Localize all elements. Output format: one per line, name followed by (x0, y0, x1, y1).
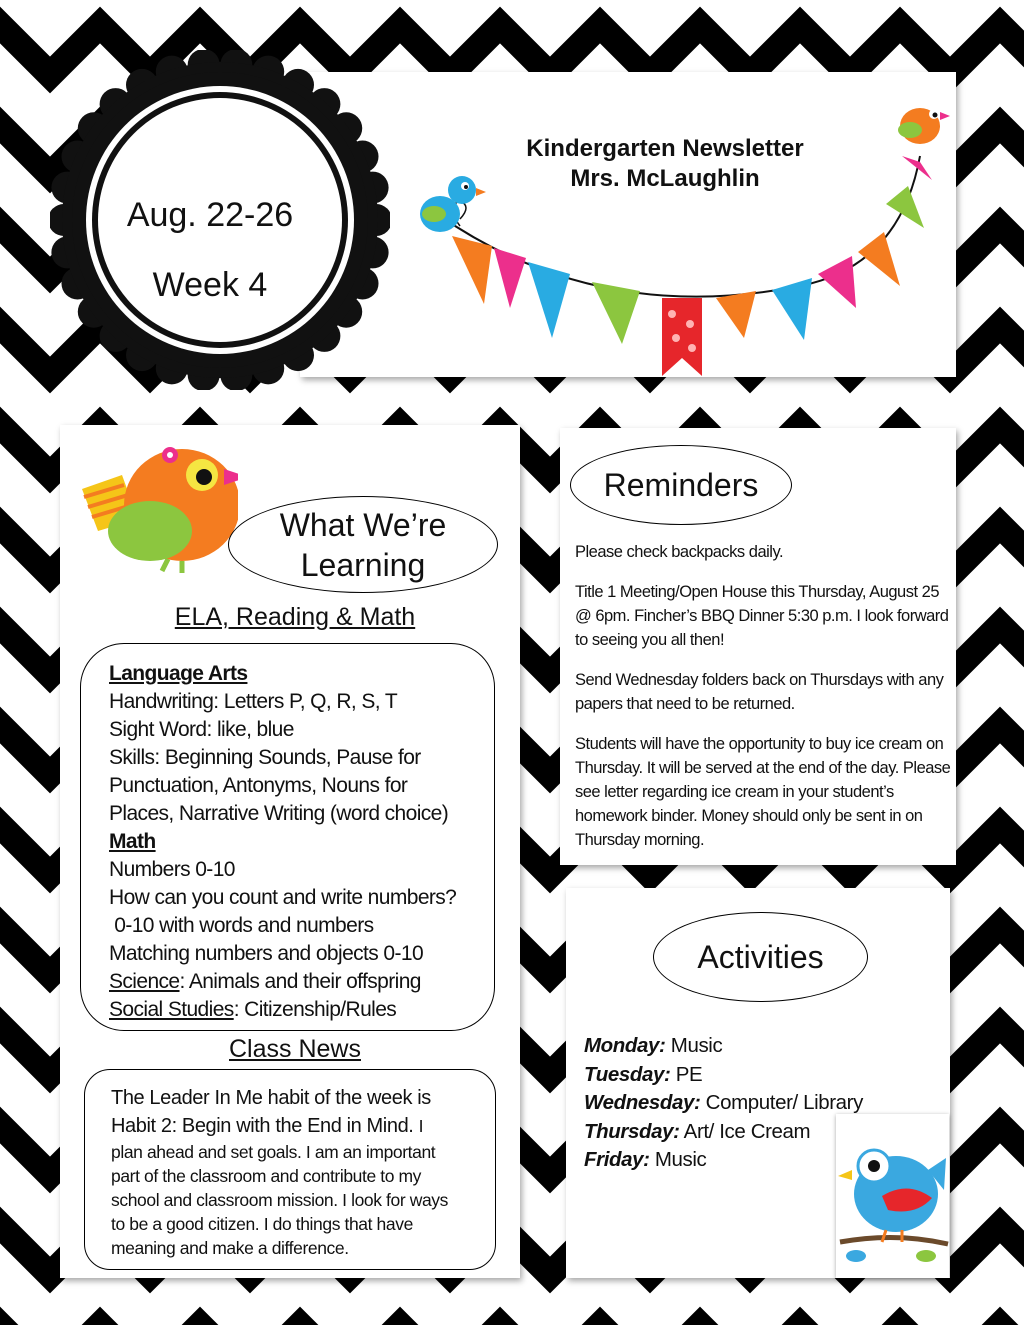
skills-line-3: Places, Narrative Writing (word choice) (109, 802, 449, 825)
science-line (109, 968, 494, 996)
skills-line-2: Punctuation, Antonyms, Nouns for (109, 774, 408, 797)
math-line-1: Numbers 0-10 (109, 858, 235, 881)
math-line-3: 0-10 with words and numbers (109, 914, 374, 937)
activity-day: Wednesday: (584, 1091, 701, 1114)
ela-heading: ELA, Reading & Math (174, 603, 416, 631)
activities-panel (566, 888, 950, 1278)
learning-title: What We’re Learning (279, 506, 447, 583)
science-text: : Animals and their offspring (179, 970, 421, 993)
learning-box (80, 643, 495, 1031)
reminder-item: Students will have the opportunity to buy ice cream on Thursday. It will be served at the end of the day. Please see letter regarding ice cream in your student’s homework binder. Money should only be sent in on Thursday morning. (575, 735, 951, 849)
math-line-2: How can you count and write numbers? (109, 886, 457, 909)
language-arts-heading: Language Arts (109, 662, 248, 685)
reminders-panel (560, 428, 956, 865)
activity-name: Art/ Ice Cream (679, 1119, 811, 1143)
news-line-7: meaning and make a difference. (111, 1238, 349, 1258)
social-studies-line (109, 996, 494, 1024)
learning-panel (60, 425, 520, 1278)
activity-row (584, 1061, 863, 1090)
activity-day: Monday: (584, 1034, 666, 1057)
activity-row (584, 1032, 863, 1061)
handwriting-line: Handwriting: Letters P, Q, R, S, T (109, 690, 398, 713)
reminder-item: Please check backpacks daily. (575, 543, 784, 561)
reminder-item: Send Wednesday folders back on Thursdays with any papers that need to be returned. (575, 671, 944, 713)
activity-row (584, 1146, 863, 1175)
activity-day: Thursday: (584, 1119, 680, 1143)
header-panel (300, 72, 956, 377)
activity-row (584, 1089, 863, 1118)
badge-text (70, 180, 350, 320)
newsletter-title (480, 134, 850, 194)
news-line-6: to be a good citizen. I do things that have (111, 1214, 413, 1234)
activity-day: Tuesday: (584, 1062, 671, 1086)
skills-line-1: Skills: Beginning Sounds, Pause for (109, 746, 421, 769)
social-studies-text: : Citizenship/Rules (233, 998, 397, 1021)
activity-name: PE (670, 1062, 703, 1086)
news-line-2-small: I (418, 1116, 424, 1136)
activity-day: Friday: (584, 1148, 650, 1171)
orange-bird-icon (78, 433, 238, 573)
class-news-box (84, 1069, 496, 1270)
news-line-2-text: Habit 2: Begin with the End in Mind. (111, 1115, 419, 1137)
math-heading: Math (109, 830, 156, 853)
reminders-title-oval (570, 445, 792, 525)
news-line-1: The Leader In Me habit of the week is (111, 1087, 431, 1109)
activity-name: Computer/ Library (700, 1091, 863, 1114)
blue-bird-icon (836, 1114, 949, 1278)
activity-row (584, 1118, 863, 1147)
math-line-4: Matching numbers and objects 0-10 (109, 942, 424, 965)
bunting-banner-icon (400, 86, 950, 376)
reminder-item: Title 1 Meeting/Open House this Thursday, August 25 @ 6pm. Fincher’s BBQ Dinner 5:30 p.m. I look forward to seeing you all then! (575, 583, 949, 649)
activity-name: Music (665, 1034, 723, 1057)
news-line-3: plan ahead and set goals. I am an important (111, 1142, 436, 1162)
science-label: Science (109, 970, 180, 993)
activity-name: Music (649, 1148, 707, 1171)
class-news-heading: Class News (229, 1035, 361, 1063)
reminders-title: Reminders (603, 466, 759, 503)
activities-title: Activities (697, 938, 824, 975)
news-line-5: school and classroom mission. I look for ways (111, 1190, 448, 1210)
sight-word-line: Sight Word: like, blue (109, 718, 294, 741)
activities-title-oval (653, 912, 868, 1002)
learning-title-oval (228, 496, 498, 593)
date-range: Aug. 22-26 (126, 196, 294, 234)
activities-list (584, 1032, 863, 1175)
week-number: Week 4 (152, 266, 268, 304)
reminders-list (575, 540, 955, 868)
news-line-4: part of the classroom and contribute to my (111, 1166, 422, 1186)
social-studies-label: Social Studies (109, 998, 234, 1021)
newsletter-title-line1: Kindergarten Newsletter (526, 135, 804, 162)
teacher-name: Mrs. McLaughlin (570, 165, 760, 192)
news-line-2 (111, 1112, 483, 1140)
